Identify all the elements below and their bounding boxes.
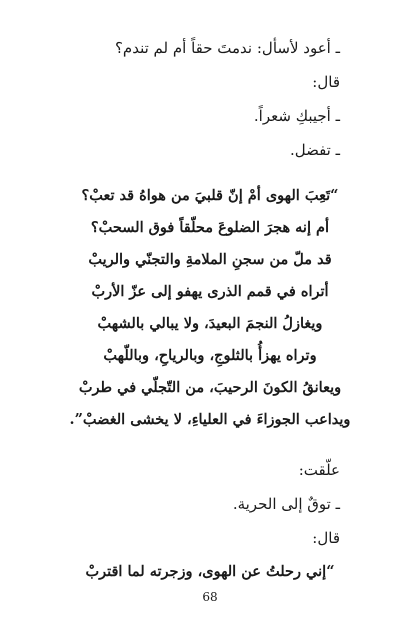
dialogue-line: ـ توقٌ إلى الحرية. (232, 495, 340, 513)
poem-verse: ويغازلُ النجمَ البعيدَ، ولا يبالي بالشهبْ (97, 315, 323, 332)
page-number: 68 (202, 590, 218, 604)
poem-verse: ويداعب الجوزاءَ في العلياءِ، لا يخشى الغضبْ”. (69, 411, 351, 428)
poem-verse: أتراه في قمم الذرى يهفو إلى عزّ الأربْ (91, 283, 329, 300)
poem-verse: “تَعِبَ الهوى أمْ إنّ قلبيَ من هواهُ قد تعبْ؟ (81, 187, 339, 204)
dialogue-line: ـ تفضل. (289, 141, 340, 159)
dialogue-line: علّقت: (298, 461, 340, 479)
poem-verse: قد ملّ من سجنِ الملامةِ والتجنّي والريبْ (88, 251, 332, 268)
poem-verse-final: “إني رحلتُ عن الهوى، وزجرته لما اقتربْ (85, 563, 335, 580)
poem-verse: ويعانقُ الكونَ الرحيبَ، من التّجلّي في طربْ (78, 379, 342, 396)
dialogue-line: قال: (312, 529, 340, 547)
dialogue-line: ـ أعود لأسأل: ندمتَ حقاً أم لم تندم؟ (114, 39, 340, 57)
poem-verse: أم إنه هجرَ الضلوعَ محلّقاً فوق السحبْ؟ (90, 219, 330, 236)
dialogue-line: ـ أجيبكِ شعراً. (253, 107, 340, 125)
dialogue-line: قال: (312, 73, 340, 91)
poem-verse: وتراه يهزأُ بالثلوجِ، وبالرياحِ، وباللّهبْ (103, 347, 317, 364)
